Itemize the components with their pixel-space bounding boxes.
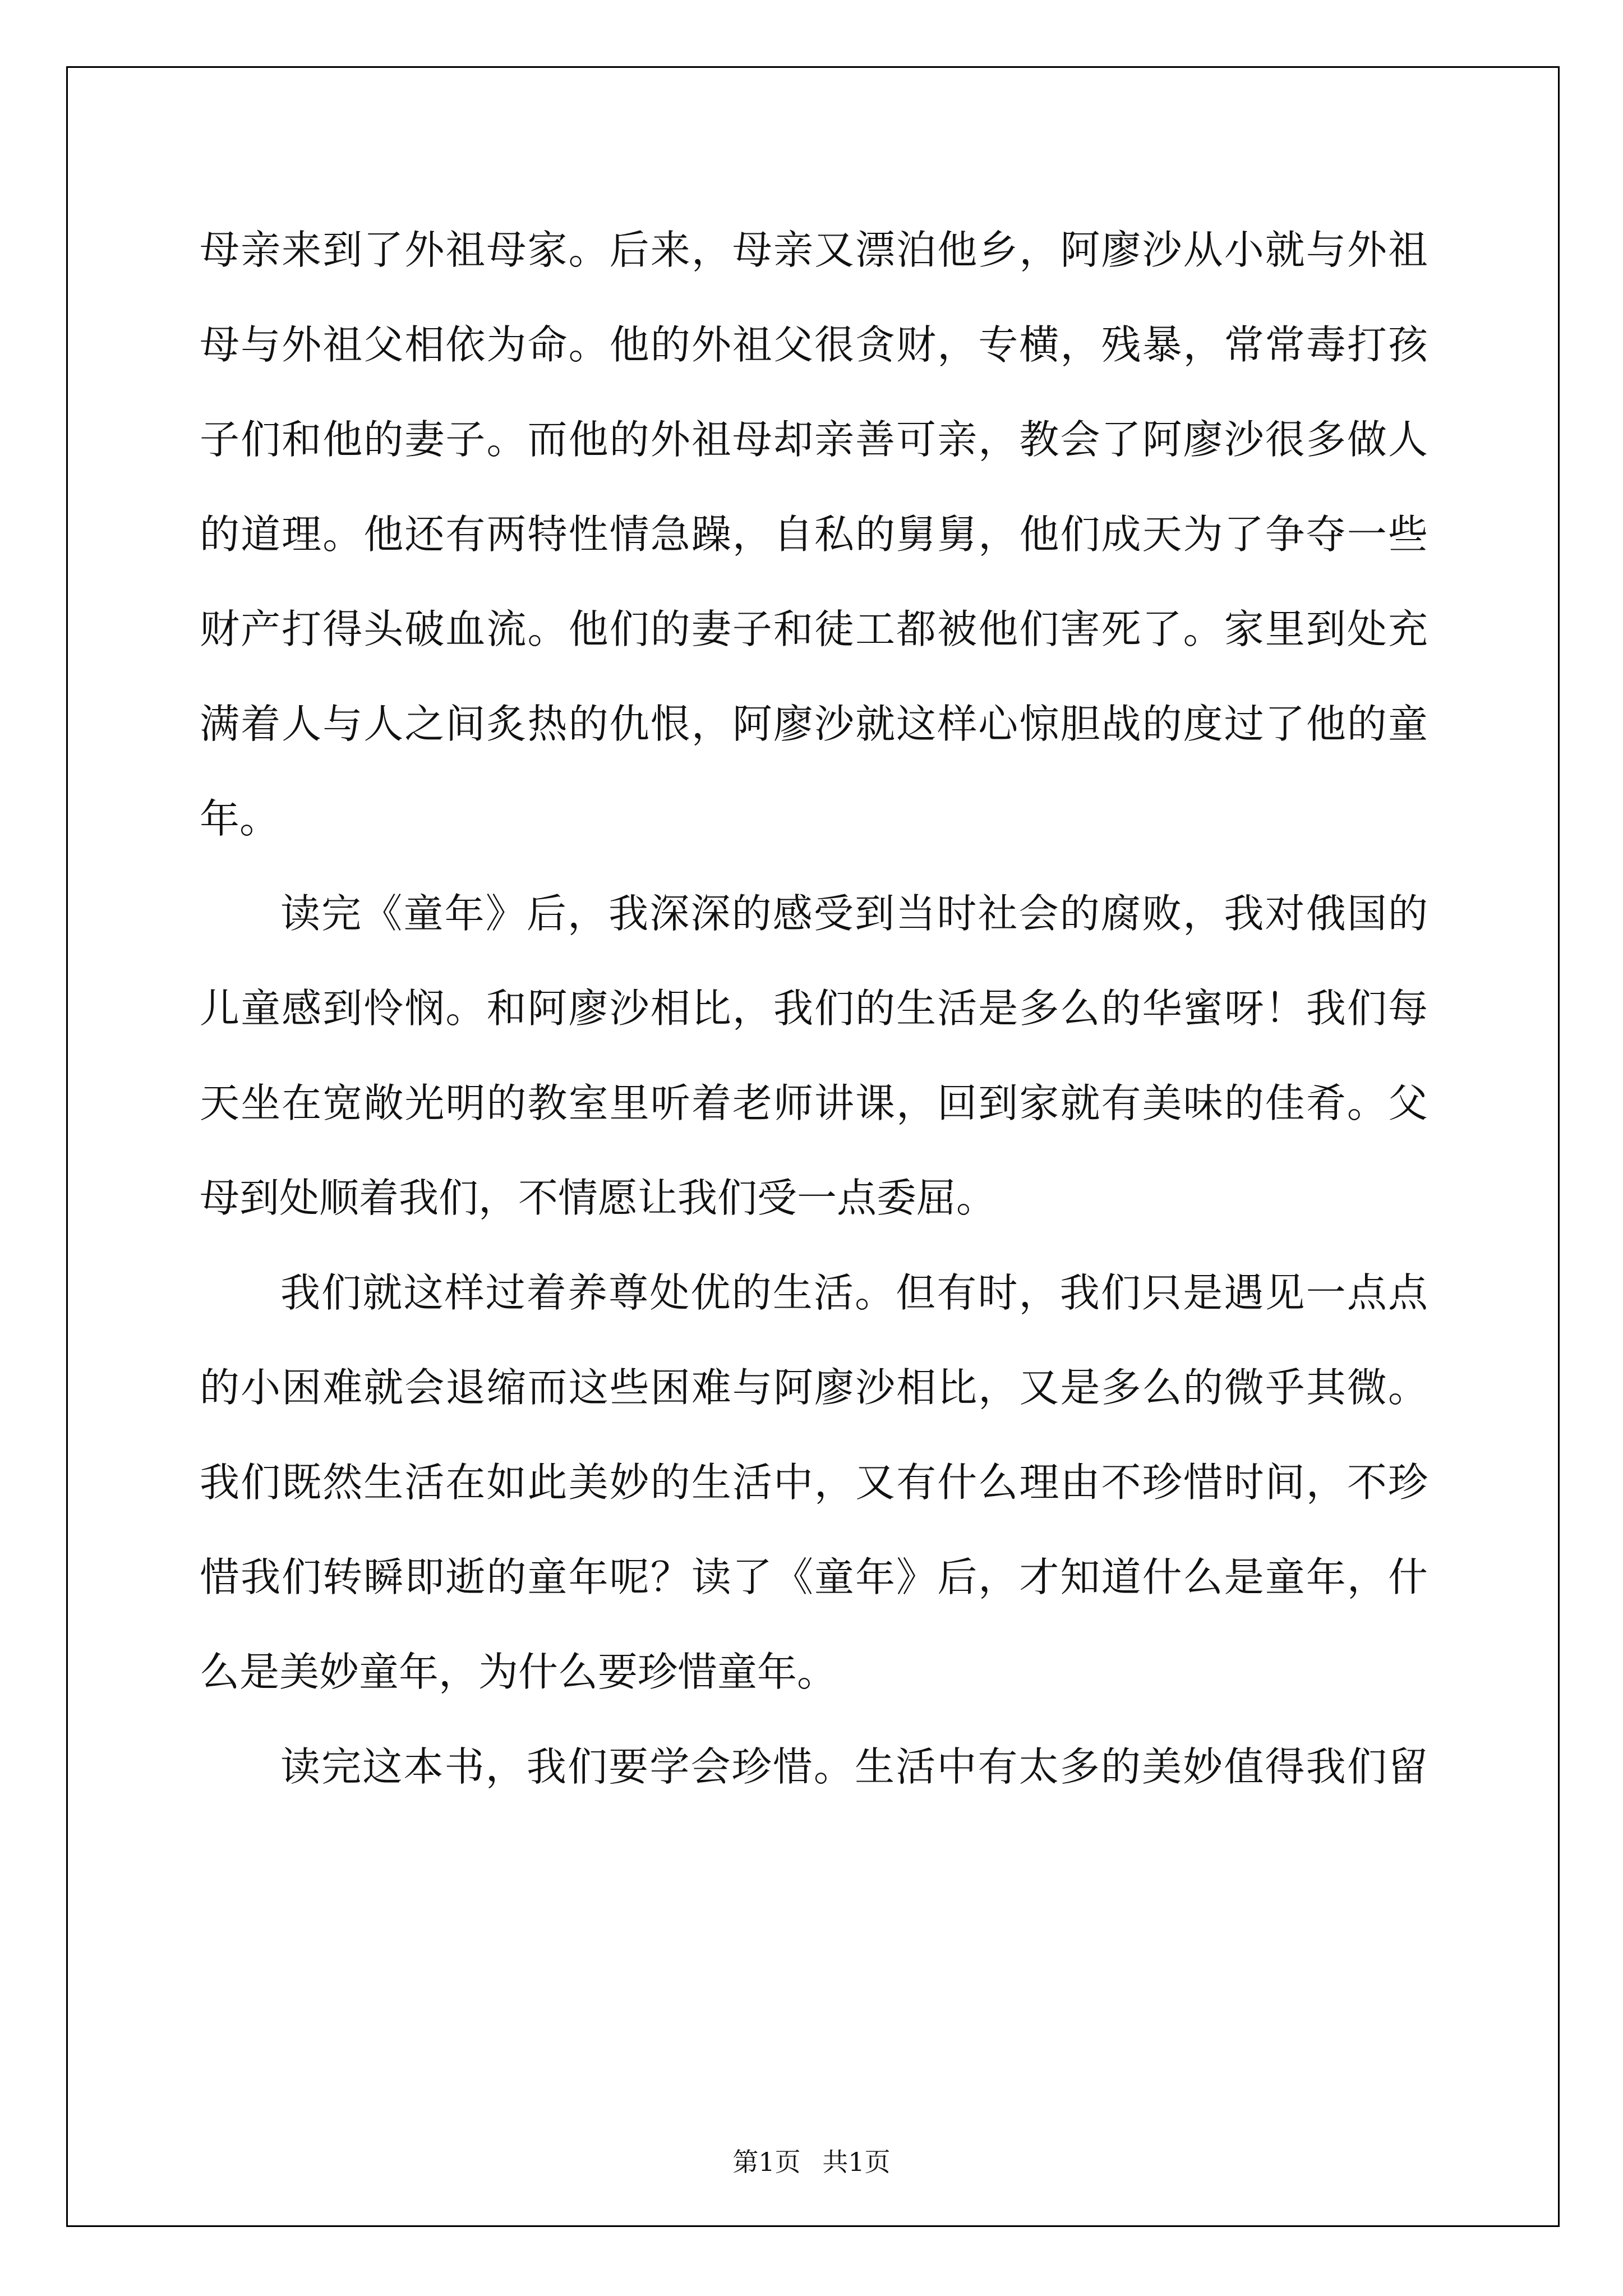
text-line: 么是美妙童年，为什么要珍惜童年。 — [200, 1649, 837, 1695]
page-number: 第1页 — [732, 2147, 801, 2177]
text-line: 财产打得头破血流。他们的妻子和徒工都被他们害死了。家里到处充 — [200, 606, 1428, 652]
text-line: 我们既然生活在如此美妙的生活中，又有什么理由不珍惜时间，不珍 — [200, 1459, 1428, 1506]
page-border — [66, 66, 1560, 2227]
text-line: 母到处顺着我们，不情愿让我们受一点委屈。 — [200, 1175, 997, 1221]
text-line: 子们和他的妻子。而他的外祖母却亲善可亲，教会了阿廖沙很多做人 — [200, 416, 1428, 463]
page-total: 共1页 — [822, 2147, 891, 2177]
paragraph-first-line: 读完《童年》后，我深深的感受到当时社会的腐败，我对俄国的 — [280, 890, 1428, 937]
text-line: 儿童感到怜悯。和阿廖沙相比，我们的生活是多么的华蜜呀！我们每 — [200, 985, 1428, 1032]
text-line: 年。 — [200, 795, 280, 842]
text-line: 惜我们转瞬即逝的童年呢？读了《童年》后，才知道什么是童年，什 — [200, 1554, 1428, 1600]
text-line: 满着人与人之间炙热的仇恨，阿廖沙就这样心惊胆战的度过了他的童 — [200, 701, 1428, 747]
text-line: 天坐在宽敞光明的教室里听着老师讲课，回到家就有美味的佳肴。父 — [200, 1080, 1428, 1126]
paragraph-first-line: 我们就这样过着养尊处优的生活。但有时，我们只是遇见一点点 — [280, 1269, 1428, 1316]
text-line: 母亲来到了外祖母家。后来，母亲又漂泊他乡，阿廖沙从小就与外祖 — [200, 227, 1428, 273]
paragraph-first-line: 读完这本书，我们要学会珍惜。生活中有太多的美妙值得我们留 — [280, 1743, 1428, 1790]
page-footer — [0, 2142, 1623, 2179]
text-line: 母与外祖父相依为命。他的外祖父很贪财，专横，残暴，常常毒打孩 — [200, 321, 1428, 368]
text-line: 的道理。他还有两特性情急躁，自私的舅舅，他们成天为了争夺一些 — [200, 511, 1428, 558]
text-line: 的小困难就会退缩而这些困难与阿廖沙相比，又是多么的微乎其微。 — [200, 1364, 1428, 1411]
